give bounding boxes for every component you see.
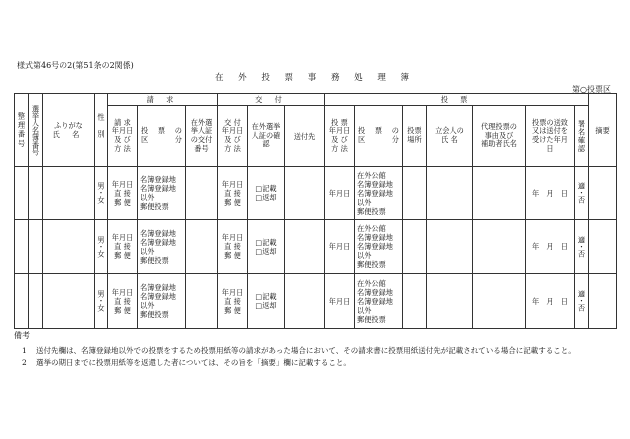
header-kofu: 交 付 bbox=[218, 94, 325, 106]
cell-issue-date-method: 年月日 直 接 郵 便 bbox=[218, 167, 248, 220]
cell-request-kubun: 名簿登録地 名簿登録地 以外 郵便投票 bbox=[138, 274, 186, 329]
cell-sex: 男・女 bbox=[95, 167, 108, 220]
cell-sofusaki[interactable] bbox=[285, 167, 325, 220]
register-table bbox=[14, 93, 617, 329]
cell-signature-check: 適・否 bbox=[575, 167, 589, 220]
header-seikyu-date-method: 請 求 年月日 及 び 方 法 bbox=[108, 106, 138, 167]
cell-name[interactable] bbox=[43, 167, 95, 220]
cell-seiri-bango[interactable] bbox=[15, 220, 29, 274]
header-tohyo-kubun: 投 票 の 区 分 bbox=[355, 106, 403, 167]
cell-meibo-bango[interactable] bbox=[29, 167, 43, 220]
cell-vote-date: 年月日 bbox=[325, 220, 355, 274]
header-zaigai-kofu-bango: 在外選 挙人証 の交付 番号 bbox=[186, 106, 218, 167]
cell-kofu-bango[interactable] bbox=[186, 274, 218, 329]
cell-dairi-tohyo[interactable] bbox=[473, 220, 526, 274]
header-seibetsu: 性別 bbox=[95, 94, 108, 167]
cell-sex: 男・女 bbox=[95, 220, 108, 274]
cell-vote-kubun: 在外公館 名簿登録地 名簿登録地 以外 郵便投票 bbox=[355, 167, 403, 220]
header-tohyo: 投 票 bbox=[325, 94, 589, 106]
cell-dairi-tohyo[interactable] bbox=[473, 274, 526, 329]
cell-signature-check: 適・否 bbox=[575, 220, 589, 274]
note-item bbox=[22, 345, 576, 356]
header-tekiyo: 摘要 bbox=[589, 94, 617, 167]
cell-sex: 男・女 bbox=[95, 274, 108, 329]
cell-receive-date: 年 月 日 bbox=[526, 220, 575, 274]
cell-meibo-bango[interactable] bbox=[29, 220, 43, 274]
cell-vote-date: 年月日 bbox=[325, 167, 355, 220]
header-sofusaki: 送付先 bbox=[285, 106, 325, 167]
cell-request-date-method: 年月日 直 接 郵 便 bbox=[108, 274, 138, 329]
cell-tachiainin[interactable] bbox=[427, 167, 473, 220]
header-tachiainin: 立会人の 氏 名 bbox=[427, 106, 473, 167]
cell-seiri-bango[interactable] bbox=[15, 274, 29, 329]
cell-sofusaki[interactable] bbox=[285, 220, 325, 274]
cell-sofusaki[interactable] bbox=[285, 274, 325, 329]
cell-tekiyo[interactable] bbox=[589, 274, 617, 329]
cell-tekiyo[interactable] bbox=[589, 167, 617, 220]
header-kofu-date-method: 交 付 年月日 及 び 方 法 bbox=[218, 106, 248, 167]
header-seiri-bango: 整理番号 bbox=[15, 94, 29, 167]
cell-request-date-method: 年月日 直 接 郵 便 bbox=[108, 220, 138, 274]
header-dairi-tohyo: 代理投票の 事由及び 補助者氏名 bbox=[473, 106, 526, 167]
cell-tachiainin[interactable] bbox=[427, 220, 473, 274]
table-row bbox=[15, 274, 617, 329]
cell-kofu-bango[interactable] bbox=[186, 220, 218, 274]
page-title: 在 外 投 票 事 務 処 理 簿 bbox=[214, 73, 416, 83]
cell-vote-kubun: 在外公館 名簿登録地 名簿登録地 以外 郵便投票 bbox=[355, 274, 403, 329]
header-seikyu: 請 求 bbox=[108, 94, 218, 106]
header-tohyo-date-method: 投 票 年月日 及 び 方 法 bbox=[325, 106, 355, 167]
header-furigana: ふりがな bbox=[54, 121, 83, 130]
cell-tohyo-basho[interactable] bbox=[403, 167, 427, 220]
cell-kofu-bango[interactable] bbox=[186, 167, 218, 220]
header-seikyu-kubun: 投 票 の 区 分 bbox=[138, 106, 186, 167]
cell-signature-check: 適・否 bbox=[575, 274, 589, 329]
header-senkyonin-meibo-bango: 選挙人名簿番号 bbox=[29, 94, 43, 167]
header-sofu-date: 投票の送致 又は送付を 受けた年月 日 bbox=[526, 106, 575, 167]
cell-request-kubun: 名簿登録地 名簿登録地 以外 郵便投票 bbox=[138, 220, 186, 274]
cell-request-date-method: 年月日 直 接 郵 便 bbox=[108, 167, 138, 220]
cell-receive-date: 年 月 日 bbox=[526, 274, 575, 329]
cell-meibo-bango[interactable] bbox=[29, 274, 43, 329]
cell-tohyo-basho[interactable] bbox=[403, 220, 427, 274]
table-row bbox=[15, 220, 617, 274]
note-number: 2 bbox=[22, 358, 27, 367]
cell-cert-check[interactable]: □記載 □返却 bbox=[248, 274, 285, 329]
note-text: 送付先欄は、名簿登録地以外での投票をするため投票用紙等の請求があった場合において、その請求書に投票用紙送付先が記載されている場合に記載すること。 bbox=[36, 346, 576, 355]
note-text: 選挙の期日までに投票用紙等を返還した者については、その旨を「摘要」欄に記載すること。 bbox=[36, 358, 351, 367]
cell-vote-kubun: 在外公館 名簿登録地 名簿登録地 以外 郵便投票 bbox=[355, 220, 403, 274]
cell-dairi-tohyo[interactable] bbox=[473, 167, 526, 220]
cell-request-kubun: 名簿登録地 名簿登録地 以外 郵便投票 bbox=[138, 167, 186, 220]
note-number: 1 bbox=[22, 346, 27, 355]
cell-seiri-bango[interactable] bbox=[15, 167, 29, 220]
cell-issue-date-method: 年月日 直 接 郵 便 bbox=[218, 220, 248, 274]
cell-issue-date-method: 年月日 直 接 郵 便 bbox=[218, 274, 248, 329]
header-name bbox=[43, 94, 95, 167]
header-tohyo-basho: 投票 場所 bbox=[403, 106, 427, 167]
header-shimei: 氏 名 bbox=[52, 130, 85, 139]
cell-tekiyo[interactable] bbox=[589, 220, 617, 274]
cell-tohyo-basho[interactable] bbox=[403, 274, 427, 329]
header-zaigai-kakunin: 在外選挙 人証の確 認 bbox=[248, 106, 285, 167]
cell-cert-check[interactable]: □記載 □返却 bbox=[248, 167, 285, 220]
cell-vote-date: 年月日 bbox=[325, 274, 355, 329]
note-item bbox=[22, 357, 351, 368]
cell-name[interactable] bbox=[43, 220, 95, 274]
table-row bbox=[15, 167, 617, 220]
cell-receive-date: 年 月 日 bbox=[526, 167, 575, 220]
cell-name[interactable] bbox=[43, 274, 95, 329]
header-shomei-kakunin: 署名確認 bbox=[575, 106, 589, 167]
notes-label: 備考 bbox=[14, 331, 30, 340]
cell-tachiainin[interactable] bbox=[427, 274, 473, 329]
district-label: 第○投票区 bbox=[572, 85, 611, 94]
form-id: 様式第46号の2(第51条の2関係) bbox=[17, 61, 134, 70]
cell-cert-check[interactable]: □記載 □返却 bbox=[248, 220, 285, 274]
